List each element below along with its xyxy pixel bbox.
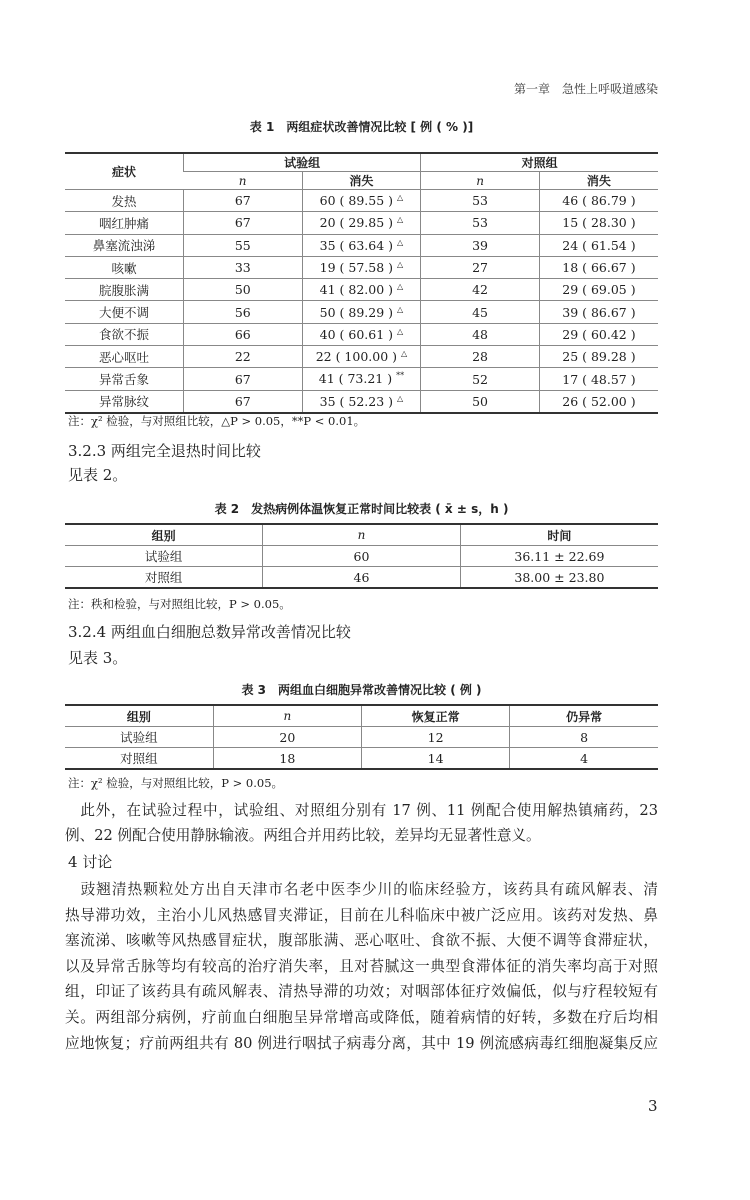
cell [302, 346, 421, 368]
cell: 对照组 [120, 751, 158, 766]
cell: 67 [184, 212, 303, 234]
symptom: 异常脉纹 [98, 394, 149, 410]
significance-mark: △ [401, 349, 408, 359]
symptom: 食欲不振 [65, 323, 184, 345]
significance-mark: △ [397, 282, 404, 292]
table-row [65, 279, 658, 301]
group-test-header: 试验组 [184, 153, 421, 172]
symptom: 鼻塞流浊涕 [65, 234, 184, 256]
cell: 67 [184, 190, 303, 212]
cell: 4 [510, 748, 658, 770]
cell: 试验组 [65, 727, 213, 748]
col-n: n [263, 524, 461, 546]
cell: 67 [184, 390, 303, 413]
col-n: n [421, 172, 540, 190]
section-3-2-4-ref: 见表 3。 [68, 649, 128, 667]
paragraph-line: 例、22 例配合使用静脉输液。两组合并用药比较，差异均无显著性意义。 [65, 827, 541, 844]
col-group: 组别 [65, 524, 263, 546]
table-row [65, 546, 658, 567]
value: 20 ( 29.85 ) [319, 215, 394, 231]
table-row [65, 234, 658, 256]
cell [302, 190, 421, 212]
col-n: n [184, 172, 303, 190]
paragraph-line: 组，印证了该药具有疏风解表、清热导滞的功效；对咽部体征疗效偏低，似与疗程较短有 [65, 983, 658, 1001]
table-row [65, 323, 658, 345]
value: 50 ( 89.29 ) [319, 304, 394, 320]
cell: 25 ( 89.28 ) [539, 346, 658, 368]
significance-mark: △ [397, 215, 404, 225]
value: 19 ( 57.58 ) [319, 260, 394, 276]
table-row [65, 390, 658, 413]
cell: 66 [184, 323, 303, 345]
cell [302, 301, 421, 323]
group-ctrl-header: 对照组 [421, 153, 658, 172]
cell: 8 [510, 727, 658, 748]
table2 [65, 523, 658, 589]
significance-mark: △ [397, 193, 404, 203]
cell: 20 [213, 727, 361, 748]
table-row [65, 301, 658, 323]
significance-mark: ** [396, 371, 405, 381]
cell [302, 279, 421, 301]
col-n: n [213, 705, 361, 727]
cell [302, 234, 421, 256]
cell: 18 [213, 748, 361, 770]
table3-note: 注：χ² 检验，与对照组比较，P > 0.05。 [68, 776, 284, 790]
cell: 29 ( 60.42 ) [539, 323, 658, 345]
paragraph-line: 关。两组部分病例，疗前血白细胞呈异常增高或降低，随着病情的好转，多数在疗后均相 [65, 1009, 658, 1026]
col-still-abnormal: 仍异常 [510, 705, 658, 727]
cell: 60 [263, 546, 461, 567]
value: 35 ( 52.23 ) [319, 393, 394, 409]
table3 [65, 704, 658, 770]
cell: 38.00 ± 23.80 [460, 567, 658, 589]
paragraph-line: 热导滞功效，主治小儿风热感冒夹滞证，目前在儿科临床中被广泛应用。该药对发热、鼻 [65, 906, 658, 924]
significance-mark: △ [397, 304, 404, 314]
cell: 12 [362, 727, 510, 748]
table-row [65, 346, 658, 368]
symptom: 咳嗽 [65, 256, 184, 278]
paragraph-line: 此外，在试验过程中，试验组、对照组分别有 17 例、11 例配合使用解热镇痛药，23 [65, 802, 658, 819]
table-row [65, 368, 658, 390]
symptom: 发热 [65, 190, 184, 212]
significance-mark: △ [397, 237, 404, 247]
cell: 55 [184, 234, 303, 256]
paragraph-line: 以及异常舌脉等均有较高的治疗消失率，且对苔腻这一典型食滞体征的消失率均高于对照 [65, 957, 658, 975]
cell: 15 ( 28.30 ) [539, 212, 658, 234]
table-row [65, 190, 658, 212]
value: 40 ( 60.61 ) [319, 327, 394, 342]
cell: 39 [421, 234, 540, 256]
table1 [65, 152, 658, 414]
cell: 48 [421, 323, 540, 345]
cell: 53 [421, 190, 540, 212]
value: 60 ( 89.55 ) [319, 193, 394, 209]
cell: 27 [421, 256, 540, 278]
cell [302, 256, 421, 278]
cell: 50 [184, 279, 303, 301]
table-row [65, 727, 658, 748]
cell: 42 [421, 279, 540, 301]
col-group: 组别 [65, 705, 213, 727]
cell: 45 [421, 301, 540, 323]
cell: 46 [263, 567, 461, 589]
symptom: 脘腹胀满 [65, 279, 184, 301]
page-number: 3 [648, 1097, 658, 1115]
table3-title: 表 3 两组血白细胞异常改善情况比较 ( 例 ) [241, 683, 482, 697]
cell: 24 ( 61.54 ) [539, 234, 658, 256]
table-row [65, 567, 658, 589]
paragraph-line: 豉翘清热颗粒处方出自天津市名老中医李少川的临床经验方，该药具有疏风解表、清 [65, 881, 658, 898]
cell [302, 212, 421, 234]
paragraph-line: 塞流涕、咳嗽等风热感冒症状，腹部胀满、恶心呕吐、食欲不振、大便不调等食滞症状， [65, 932, 658, 950]
cell: 46 ( 86.79 ) [539, 190, 658, 212]
value: 41 ( 73.21 ) [318, 371, 393, 387]
cell [302, 390, 421, 413]
cell: 50 [421, 390, 540, 413]
significance-mark: △ [397, 393, 404, 403]
cell: 14 [362, 748, 510, 770]
table1-title: 表 1 两组症状改善情况比较 [ 例 ( % )] [249, 120, 474, 134]
symptom: 咽红肿痛 [65, 212, 184, 234]
section-4-heading: 4 讨论 [68, 853, 113, 871]
running-header: 第一章 急性上呼吸道感染 [513, 82, 658, 96]
cell: 26 ( 52.00 ) [539, 390, 658, 413]
significance-mark: △ [397, 259, 404, 269]
cell: 33 [184, 256, 303, 278]
table1-note: 注：χ² 检验，与对照组比较，△P > 0.05，**P < 0.01。 [68, 414, 366, 428]
col-symptom: 症状 [65, 153, 184, 190]
value: 35 ( 63.64 ) [319, 237, 394, 253]
cell: 17 ( 48.57 ) [539, 368, 658, 390]
cell: 52 [421, 368, 540, 390]
table-row [65, 212, 658, 234]
table-row [65, 748, 658, 770]
table-row [65, 256, 658, 278]
cell: 39 ( 86.67 ) [539, 301, 658, 323]
cell: 18 ( 66.67 ) [539, 256, 658, 278]
cell: 56 [184, 301, 303, 323]
col-time: 时间 [460, 524, 658, 546]
section-3-2-3-heading: 3.2.3 两组完全退热时间比较 [68, 442, 261, 460]
cell: 对照组 [144, 570, 183, 585]
significance-mark: △ [397, 326, 404, 336]
table2-title: 表 2 发热病例体温恢复正常时间比较表 ( x̄ ± s，h ) [214, 502, 509, 516]
section-3-2-4-heading: 3.2.4 两组血白细胞总数异常改善情况比较 [68, 623, 351, 641]
cell: 22 [184, 346, 303, 368]
section-3-2-3-ref: 见表 2。 [68, 466, 128, 484]
symptom: 异常舌象 [65, 368, 184, 390]
col-recovered: 恢复正常 [362, 705, 510, 727]
cell: 29 ( 69.05 ) [539, 279, 658, 301]
cell: 67 [184, 368, 303, 390]
col-gone: 消失 [539, 172, 658, 190]
table2-note: 注：秩和检验，与对照组比较，P > 0.05。 [68, 597, 291, 611]
symptom: 恶心呕吐 [65, 346, 184, 368]
value: 22 ( 100.00 ) [315, 349, 398, 365]
cell: 试验组 [65, 546, 263, 567]
value: 41 ( 82.00 ) [319, 282, 394, 298]
paragraph-line: 应地恢复；疗前两组共有 80 例进行咽拭子病毒分离，其中 19 例流感病毒红细胞凝集反应 [65, 1034, 658, 1052]
cell: 36.11 ± 22.69 [460, 546, 658, 567]
cell: 28 [421, 346, 540, 368]
cell: 53 [421, 212, 540, 234]
col-gone: 消失 [302, 172, 421, 190]
symptom: 大便不调 [65, 301, 184, 323]
cell [302, 323, 421, 345]
cell [302, 368, 421, 390]
